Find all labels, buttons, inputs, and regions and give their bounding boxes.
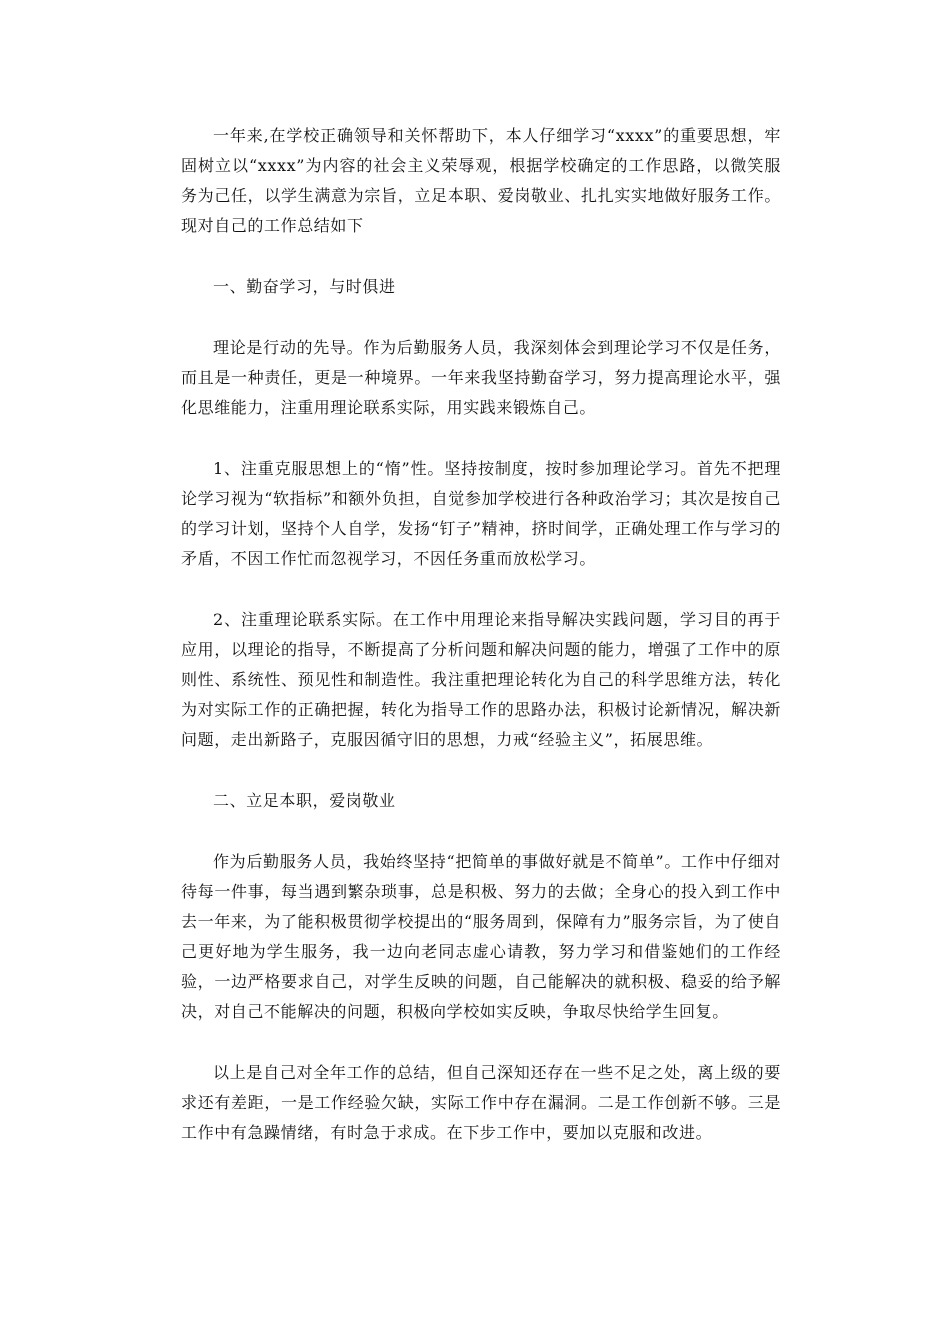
section-heading-duty: 二、立足本职，爱岗敬业 <box>213 791 396 810</box>
service-paragraph: 作为后勤服务人员，我始终坚持“把简单的事做好就是不简单”。工作中仔细对待每一件事，每当遇到繁杂琐事，总是积极、努力的去做；全身心的投入到工作中去一年来，为了能积极贯彻学校提出的“服务周到，保障有力”服务宗旨，为了使自己更好地为学生服务，我一边向老同志虚心请教，努力学习和借鉴她们的工作经验，一边严格要求自己，对学生反映的问题，自己能解决的就积极、稳妥的给予解决，对自己不能解决的问题，积极向学校如实反映，争取尽快给学生回复。 <box>181 852 781 1021</box>
section-heading-study: 一、勤奋学习，与时俱进 <box>213 277 396 296</box>
document-body <box>181 121 781 1179</box>
theory-paragraph: 理论是行动的先导。作为后勤服务人员，我深刻体会到理论学习不仅是任务，而且是一种责任，更是一种境界。一年来我坚持勤奋学习，努力提高理论水平，强化思维能力，注重用理论联系实际，用实践来锻炼自己。 <box>181 338 781 417</box>
intro-paragraph: 一年来,在学校正确领导和关怀帮助下，本人仔细学习“xxxx”的重要思想，牢固树立以“xxxx”为内容的社会主义荣辱观，根据学校确定的工作思路，以微笑服务为己任，以学生满意为宗旨，立足本职、爱岗敬业、扎扎实实地做好服务工作。现对自己的工作总结如下 <box>181 126 781 235</box>
summary-paragraph: 以上是自己对全年工作的总结，但自己深知还存在一些不足之处，离上级的要求还有差距，一是工作经验欠缺，实际工作中存在漏洞。二是工作创新不够。三是工作中有急躁情绪，有时急于求成。在下步工作中，要加以克服和改进。 <box>181 1063 781 1142</box>
point-one-paragraph: 1、注重克服思想上的“惰”性。坚持按制度，按时参加理论学习。首先不把理论学习视为“软指标”和额外负担，自觉参加学校进行各种政治学习；其次是按自己的学习计划，坚持个人自学，发扬“钉子”精神，挤时间学，正确处理工作与学习的矛盾，不因工作忙而忽视学习，不因任务重而放松学习。 <box>181 459 781 568</box>
point-two-paragraph: 2、注重理论联系实际。在工作中用理论来指导解决实践问题，学习目的再于应用，以理论的指导，不断提高了分析问题和解决问题的能力，增强了工作中的原则性、系统性、预见性和制造性。我注重把理论转化为自己的科学思维方法，转化为对实际工作的正确把握，转化为指导工作的思路办法，积极讨论新情况，解决新问题，走出新路子，克服因循守旧的思想，力戒“经验主义”，拓展思维。 <box>181 610 781 749</box>
